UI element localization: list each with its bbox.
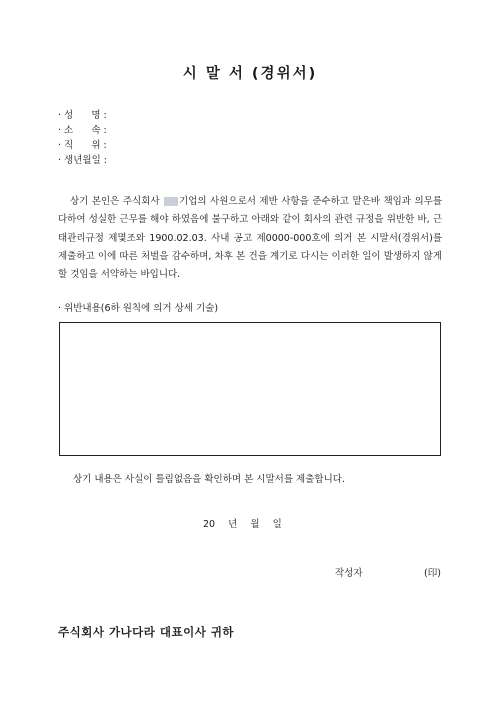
redacted-company-name (164, 197, 178, 206)
document-title: 시 말 서 (경위서) (182, 66, 318, 82)
statement-text-part1: 상기 본인은 주식회사 (70, 196, 160, 207)
violation-details-box[interactable] (59, 322, 441, 456)
field-department-label: 소 속 : (64, 125, 107, 136)
signer-label: 작성자 (335, 568, 363, 579)
field-birthdate: · 생년월일 : (58, 155, 107, 166)
field-position: · 직 위 : (58, 140, 107, 151)
addressee: 주식회사 가나다라 대표이사 귀하 (58, 625, 235, 639)
confirmation-statement: 상기 내용은 사실이 틀림없음을 확인하며 본 시말서를 제출합니다. (73, 474, 345, 485)
personal-info-fields (58, 108, 107, 168)
statement-paragraph (58, 193, 442, 284)
field-name: · 성 명 : (58, 110, 107, 121)
statement-text-part2: 기업의 사원으로서 제반 사항을 준수하고 맡은바 책임과 의무를 다하여 성실한 근무를 해야 하였음에 불구하고 아래와 같이 회사의 관련 규정을 위반한 바, 근태관리규정 제몇조와 1900.02.03. 사내 공고 제0000-000호에 의거 본 시말서(경위서)를 제출하고 이에 따른 처벌을 감수하며, 차후 본 건을 계기로 다시는 이러한 일이 발생하지 않게 할 것임을 서약하는 바입니다. (58, 196, 442, 281)
date-line (203, 516, 282, 530)
field-name-label: 성 명 : (64, 110, 107, 121)
field-birthdate-label: 생년월일 : (64, 155, 107, 166)
field-department: · 소 속 : (58, 125, 107, 136)
date-month-unit: 월 (250, 519, 260, 530)
field-position-label: 직 위 : (64, 140, 107, 151)
violation-section-label: · 위반내용(6하 원칙에 의거 상세 기술) (58, 303, 219, 314)
seal-mark: (印) (424, 568, 441, 579)
date-day-unit: 일 (272, 519, 282, 530)
date-year-unit: 년 (228, 519, 238, 530)
date-year: 20 (203, 519, 216, 530)
